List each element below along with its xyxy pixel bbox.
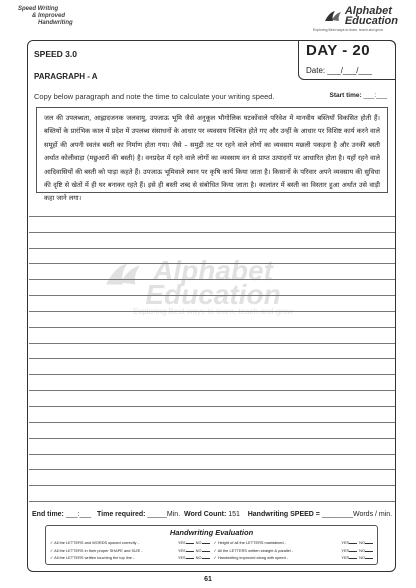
evaluation-right-column [214,539,374,562]
no-label: NO [359,555,365,561]
no-checkbox[interactable] [365,548,373,552]
writing-line[interactable] [29,375,395,391]
start-time [330,92,387,99]
handwriting-speed-value: ________Words / min. [321,511,393,518]
no-checkbox[interactable] [202,555,210,559]
alphabet-logo-icon [324,9,342,23]
watermark-title-1: Alphabet [153,255,273,286]
evaluation-row [50,547,210,555]
yes-option[interactable] [341,540,357,545]
evaluation-criterion: ✓ All the LETTERS written touching the top line - [50,555,135,561]
no-label: NO [359,540,365,546]
time-required-value: _____Min. [147,511,181,518]
date-value: ___/___/___ [327,66,372,75]
no-option[interactable] [359,540,373,545]
no-label: NO [195,555,202,561]
evaluation-row [50,539,210,547]
evaluation-criterion: ✓ Height of all the LETTERS maintained - [213,540,286,546]
end-time-value: ___:___ [65,511,92,518]
day-title: DAY - 20 [306,42,371,59]
writing-line[interactable] [29,344,395,360]
footer-stats [32,511,392,518]
evaluation-title: Handwriting Evaluation [169,528,254,537]
yes-checkbox[interactable] [186,540,194,544]
writing-line[interactable] [29,486,395,502]
page-number: 61 [204,576,212,583]
yes-label: YES [341,547,350,553]
writing-lines[interactable] [29,201,395,502]
yes-checkbox[interactable] [349,548,357,552]
yes-checkbox[interactable] [349,555,357,559]
worksheet-frame [27,40,396,572]
yes-label: YES [177,540,186,546]
yes-label: YES [341,540,350,546]
writing-line[interactable] [29,312,395,328]
logo-tagline: Exploring Best ways to learn, teach and grow [312,28,384,32]
writing-line[interactable] [29,470,395,486]
writing-line[interactable] [29,391,395,407]
writing-line[interactable] [29,328,395,344]
logo-line-2: Education [344,15,398,27]
writing-line[interactable] [29,280,395,296]
yes-checkbox[interactable] [349,540,357,544]
yes-option[interactable] [178,540,194,545]
time-required-label: Time required: [97,511,146,518]
no-label: NO [195,547,202,553]
yes-label: YES [341,555,350,561]
no-option[interactable] [196,540,210,545]
alphabet-education-logo [298,6,398,32]
brand-line-3: Handwriting [38,20,73,26]
writing-line[interactable] [29,201,395,217]
no-option[interactable] [196,555,210,560]
writing-line[interactable] [29,455,395,471]
brand-line-2: & Improved [32,13,66,19]
no-label: NO [359,547,365,553]
no-checkbox[interactable] [202,540,210,544]
paragraph-label: PARAGRAPH - A [34,72,98,81]
no-option[interactable] [359,555,373,560]
yes-option[interactable] [178,555,194,560]
word-count-label: Word Count: [184,511,227,518]
start-time-value: ___:___ [363,92,387,99]
evaluation-row [50,554,210,562]
day-box [298,40,396,80]
yes-option[interactable] [341,555,357,560]
watermark-tagline: Exploring Best ways to learn, teach and grow [132,307,294,316]
evaluation-row [214,539,374,547]
instruction-text: Copy below paragraph and note the time to calculate your writing speed. [34,92,275,101]
no-checkbox[interactable] [365,555,373,559]
writing-line[interactable] [29,264,395,280]
yes-option[interactable] [178,548,194,553]
no-option[interactable] [196,548,210,553]
no-checkbox[interactable] [365,540,373,544]
evaluation-row [214,554,374,562]
speed-label: SPEED 3.0 [34,49,77,59]
writing-line[interactable] [29,296,395,312]
yes-checkbox[interactable] [186,555,194,559]
writing-line[interactable] [29,359,395,375]
writing-line[interactable] [29,439,395,455]
evaluation-left-column [50,539,210,562]
no-option[interactable] [359,548,373,553]
handwriting-speed-label: Handwriting SPEED = [247,511,320,518]
yes-option[interactable] [341,548,357,553]
writing-line[interactable] [29,423,395,439]
no-label: NO [195,540,202,546]
speed-writing-brand [18,6,98,27]
word-count-value: 151 [228,511,240,518]
writing-line[interactable] [29,249,395,265]
evaluation-criterion: ✓ All the LETTERS written straight & parallel - [213,547,294,553]
writing-line[interactable] [29,407,395,423]
brand-line-1: Speed Writing [18,6,59,12]
yes-checkbox[interactable] [186,548,194,552]
start-time-label: Start time: [329,92,362,99]
end-time-label: End time: [32,511,64,518]
passage-box: जल की उपलब्धता, आह्लादजनक जलवायु, उपजाऊ भूमि जैसे अनुकूल भौगोलिक घटकोंवाले परिवेश में मानवीय बस्तियाँ विकसित होती हैं। बस्तियों के प्रारंभिक काल में प्रदेश में उपलब्ध संसाधनों के आधार पर व्यवसाय निश्चित होते गए और उन्हीं के आधार पर विशिष्ट कार्य करने वाले समूहों की अपनी स्वतंत्र बस्ती का निर्माण होता गया। जैसे – समुद्री तट पर रहने वाले लोगों का व्यवसाय मछली पकड़ना है और उनकी बस्ती अर्थात कोलीवाड़ा (मछुआरों की बस्ती) है। वनप्रदेश में रहने वाले लोगों का व्यवसाय वन से प्राप्त उत्पादनों पर आधारित होता है। यहाँ रहने वाले आदिवासियों की बस्ती को पाड़ा कहते हैं। उपजाऊ भूमिवाले स्थान पर कृषि कार्य किया जाता है। किसानों के परिवार अपने व्यवसाय की सुविधा की दृष्टि से खेतों में ही घर बनाकर रहते हैं। इसे ही बस्ती शब्द से संबोधित किया जाता है। कालांतर में बस्ती का विस्तार हुआ अर्थात उसे वाड़ी कहा जाने लगा। [36,107,388,193]
date-field [306,66,372,75]
evaluation-criterion: ✓ All the LETTERS in their proper SHAPE and SIZE - [50,547,143,553]
evaluation-criterion: ✓ Handwriting improved along with speed - [213,555,289,561]
writing-line[interactable] [29,233,395,249]
date-label: Date: [306,66,326,75]
handwriting-evaluation [45,525,378,565]
yes-label: YES [177,555,186,561]
no-checkbox[interactable] [202,548,210,552]
evaluation-criterion: ✓ All the LETTERS and WORDS spaced correctly - [50,540,139,546]
logo-line-1: Alphabet [344,5,392,17]
watermark-title-2: Education [145,279,281,310]
writing-line[interactable] [29,217,395,233]
evaluation-row [214,547,374,555]
yes-label: YES [177,547,186,553]
